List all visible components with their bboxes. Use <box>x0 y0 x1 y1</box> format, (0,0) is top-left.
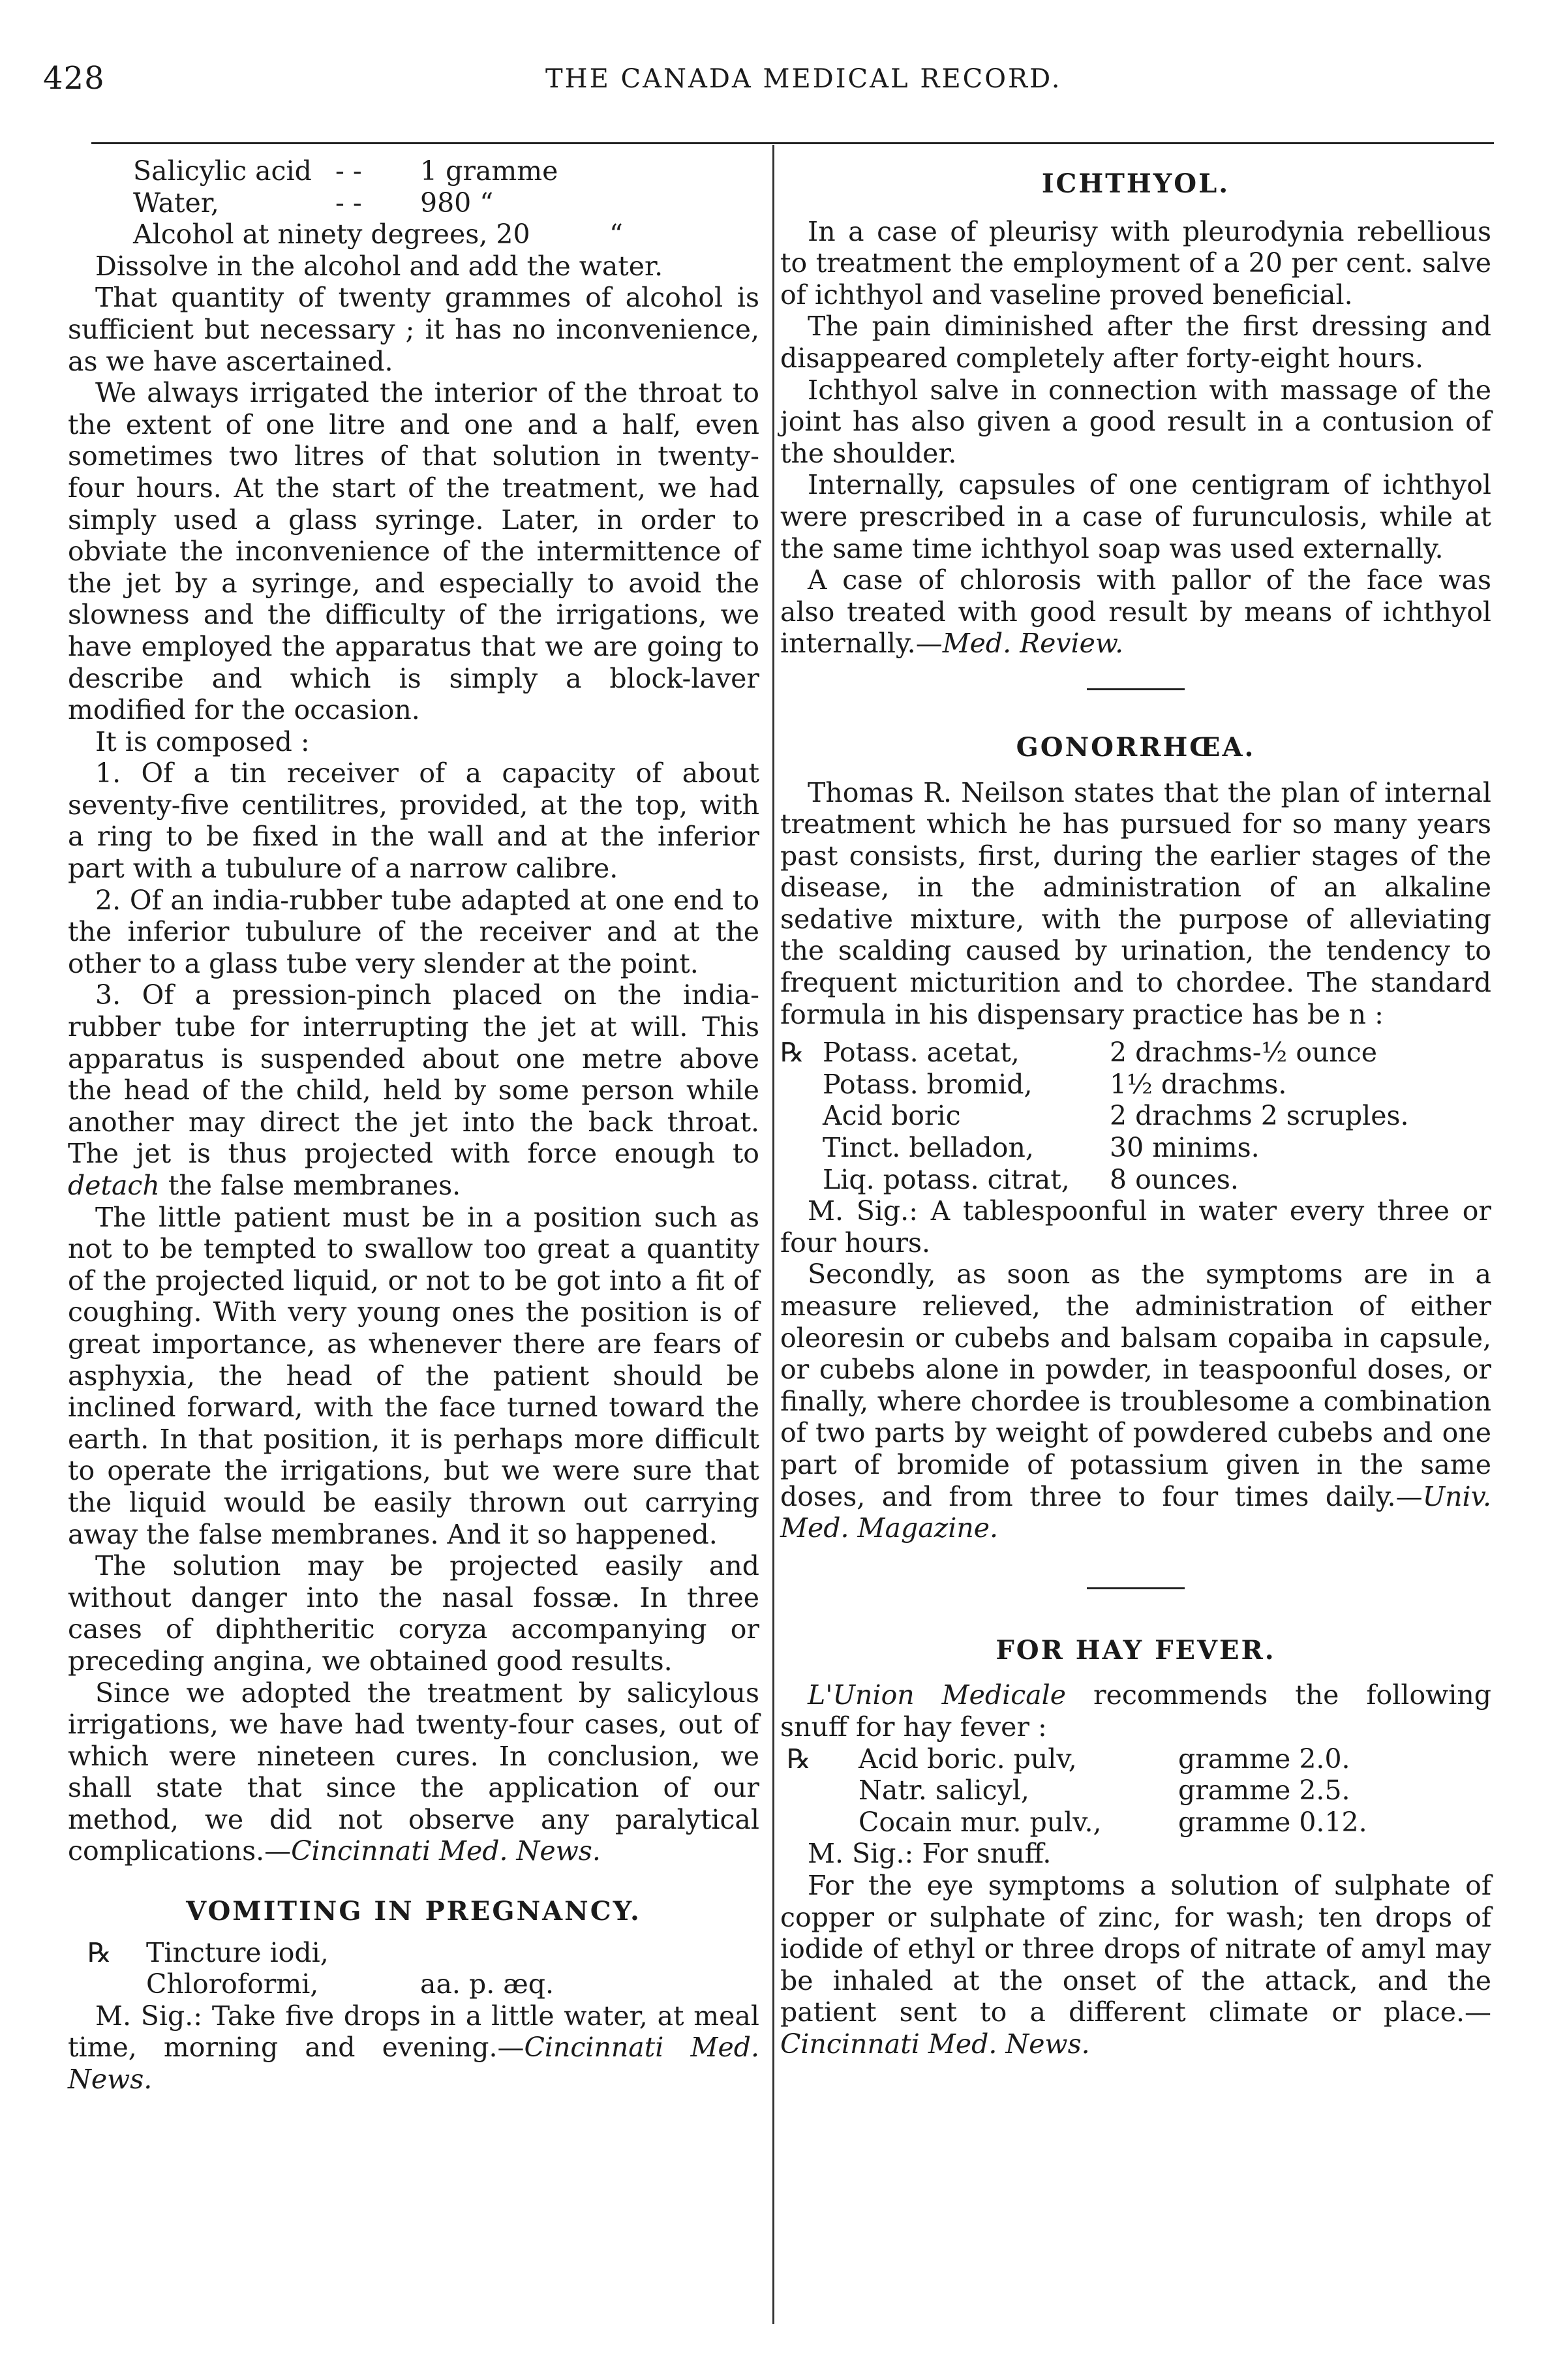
source-citation: Univ. Med. Magazine. <box>780 1480 1491 1544</box>
section-heading: GONORRHŒA. <box>1016 731 1256 763</box>
paragraph: Dissolve in the alcohol and add the water. <box>95 250 663 282</box>
formula-dash: - - <box>335 187 362 219</box>
paragraph <box>68 979 759 1201</box>
formula-ingredient: Tinct. belladon, <box>823 1132 1034 1164</box>
column-divider <box>772 145 774 2324</box>
formula-amount: 2 drachms-½ ounce <box>1110 1037 1378 1069</box>
formula-ingredient: Water, <box>133 187 219 219</box>
paragraph: M. Sig.: For snuff. <box>808 1838 1052 1870</box>
paragraph-text: M. Sig.: Take five drops in a little water, at meal time, morning and evening. <box>68 2000 759 2064</box>
formula-amount: “ <box>609 219 623 251</box>
formula-line <box>780 1807 1491 1838</box>
formula-amount: gramme 0.12. <box>1178 1806 1367 1838</box>
formula-amount: 980 “ <box>420 187 494 219</box>
formula-line <box>133 219 759 251</box>
formula-amount: 1½ drachms. <box>1110 1068 1287 1100</box>
rx-symbol: ℞ <box>787 1743 811 1775</box>
formula-line <box>780 1743 1491 1775</box>
left-column <box>68 155 759 2096</box>
paragraph <box>780 1679 1491 1743</box>
paragraph: Thomas R. Neilson states that the plan of internal treatment which he has pursued for so many years past consists, first, during the earlier stages of the disease, in the administration of an alkaline sedative mixture, with the purpose of alleviating the scalding caused by urination, the tendency to frequent micturition and to chordee. The standard formula in his dispensary practice has be n : <box>780 776 1491 1030</box>
vomiting-formula <box>68 1937 759 2000</box>
source-citation: Cincinnati Med. News. <box>780 2028 1090 2060</box>
formula-ingredient: Acid boric. pulv, <box>859 1743 1077 1775</box>
page-number: 428 <box>43 60 105 97</box>
formula-ingredient: Liq. potass. citrat, <box>823 1163 1070 1195</box>
paragraph: Ichthyol salve in connection with massage of the joint has also given a good result in a contusion of the shoulder. <box>780 374 1491 469</box>
formula-line <box>133 187 759 219</box>
page-header <box>43 60 1087 106</box>
formula-amount: aa. p. æq. <box>420 1968 555 2000</box>
formula-line <box>68 1937 759 1969</box>
paragraph: The pain diminished after the first dressing and disappeared completely after forty-eight hours. <box>780 311 1491 374</box>
paragraph-text: A case of chlorosis with pallor of the face was also treated with good result by means of ichthyol internally. <box>780 564 1491 660</box>
source-citation: Cincinnati Med. News. <box>68 2032 759 2096</box>
section-heading: VOMITING IN PREGNANCY. <box>186 1896 641 1927</box>
header-rule <box>91 142 1494 144</box>
italic-source-name: L'Union Medicale <box>808 1679 1067 1711</box>
formula-line <box>68 1968 759 2000</box>
paragraph: M. Sig.: A tablespoonful in water every three or four hours. <box>780 1195 1491 1259</box>
journal-title: THE CANADA MEDICAL RECORD. <box>545 64 1062 94</box>
paragraph: Since we adopted the treatment by salicylous irrigations, we have had twenty-four cases, out of which were nineteen cures. In conclusion, we shall state that since the application of our method, we did not observe any paralytical complications.—Cincinnati Med. News. <box>68 1677 759 1867</box>
source-citation: Cincinnati Med. News. <box>291 1835 601 1867</box>
paragraph: M. Sig.: Take five drops in a little water, at meal time, morning and evening.—Cincinnati Med. News. <box>68 2000 759 2096</box>
section-heading: ICHTHYOL. <box>1041 168 1230 199</box>
source-citation: Med. Review. <box>942 628 1124 660</box>
formula-amount: 1 gramme <box>420 155 558 187</box>
paragraph: It is composed : <box>95 725 310 757</box>
section-heading: FOR HAY FEVER. <box>995 1634 1276 1666</box>
formula-amount: gramme 2.0. <box>1178 1743 1350 1775</box>
formula-ingredient: Alcohol at ninety degrees, 20 <box>133 219 530 251</box>
right-column <box>780 155 1491 2060</box>
gonorrhoea-formula <box>780 1037 1491 1195</box>
formula-ingredient: Natr. salicyl, <box>859 1775 1029 1807</box>
paragraph: We always irrigated the interior of the throat to the extent of one litre and one and a half, even sometimes two litres of that solution in twenty-four hours. At the start of the treatment, we had simply used a glass syringe. Later, in order to obviate the inconvenience of the intermittence of the jet by a syringe, and especially to avoid the slowness and the difficulty of the irrigations, we have employed the apparatus that we are going to describe and which is simply a block-laver modified for the occasion. <box>68 377 759 726</box>
rx-symbol: ℞ <box>87 1936 112 1968</box>
paragraph-text: 3. Of a pression-pinch placed on the india-rubber tube for interrupting the jet at will. This apparatus is suspended about one metre above the head of the child, held by some person while another may direct the jet into the back throat. The jet is thus projected with force enough to <box>68 979 759 1170</box>
paragraph: The solution may be projected easily and without danger into the nasal fossæ. In three cases of diphtheritic coryza accompanying or preceding angina, we obtained good results. <box>68 1550 759 1677</box>
formula-amount: 30 minims. <box>1110 1132 1260 1164</box>
paragraph: The little patient must be in a position such as not to be tempted to swallow too great a quantity of the projected liquid, or not to be got into a fit of coughing. With very young ones the position is of great importance, as whenever there are fears of asphyxia, the head of the patient should be inclined forward, with the face turned toward the earth. In that position, it is perhaps more difficult to operate the irrigations, but we were sure that the liquid would be easily thrown out carrying away the false membranes. And it so happened. <box>68 1201 759 1550</box>
formula-ingredient: Cocain mur. pulv., <box>859 1806 1102 1838</box>
formula-amount: 8 ounces. <box>1110 1163 1239 1195</box>
paragraph-text: For the eye symptoms a solution of sulphate of copper or sulphate of zinc, for wash; ten drops of iodide of ethyl or three drops of nitrate of amyl may be inhaled at the onset of the attack, and the patient sent to a different climate or place. <box>780 1869 1491 2028</box>
formula-line <box>780 1037 1491 1069</box>
paragraph: Internally, capsules of one centigram of ichthyol were prescribed in a case of furunculosis, while at the same time ichthyol soap was used externally. <box>780 469 1491 564</box>
salicylic-formula <box>68 155 759 251</box>
formula-line <box>780 1069 1491 1101</box>
formula-amount: gramme 2.5. <box>1178 1775 1350 1807</box>
hayfever-formula <box>780 1743 1491 1838</box>
rx-symbol: ℞ <box>780 1037 804 1069</box>
formula-line <box>780 1132 1491 1164</box>
italic-word: detach <box>68 1170 160 1201</box>
paragraph: For the eye symptoms a solution of sulphate of copper or sulphate of zinc, for wash; ten drops of iodide of ethyl or three drops of nitrate of amyl may be inhaled at the onset of the attack, and the patient sent to a different climate or place.—Cincinnati Med. News. <box>780 1869 1491 2060</box>
paragraph-tail: the false membranes. <box>159 1170 461 1201</box>
formula-ingredient: Chloroformi, <box>146 1968 319 2000</box>
paragraph: Secondly, as soon as the symptoms are in a measure relieved, the administration of either oleoresin or cubebs and balsam copaiba in capsule, or cubebs alone in powder, in teaspoonful doses, or finally, where chordee is troublesome a combination of two parts by weight of powdered cubebs and one part of bromide of potassium given in the same doses, and from three to four times daily.—Univ. Med. Magazine. <box>780 1259 1491 1544</box>
paragraph: 2. Of an india-rubber tube adapted at one end to the inferior tubulure of the receiver and at the other to a glass tube very slender at the point. <box>68 884 759 979</box>
formula-dash: - - <box>335 155 362 187</box>
formula-ingredient: Potass. bromid, <box>823 1068 1033 1100</box>
formula-ingredient: Tincture iodi, <box>146 1936 329 1968</box>
formula-ingredient: Potass. acetat, <box>823 1037 1020 1069</box>
paragraph: In a case of pleurisy with pleurodynia rebellious to treatment the employment of a 20 per cent. salve of ichthyol and vaseline proved beneficial. <box>780 215 1491 311</box>
formula-line <box>780 1775 1491 1807</box>
formula-ingredient: Salicylic acid <box>133 155 312 187</box>
formula-ingredient: Acid boric <box>823 1100 961 1132</box>
section-rule <box>1087 688 1185 690</box>
paragraph: That quantity of twenty grammes of alcohol is sufficient but necessary ; it has no inconvenience, as we have ascertained. <box>68 282 759 377</box>
paragraph-text: recommends the following snuff for hay fever : <box>780 1679 1492 1743</box>
formula-line <box>780 1100 1491 1132</box>
paragraph-text: Secondly, as soon as the symptoms are in a measure relieved, the administration of either oleoresin or cubebs and balsam copaiba in capsule, or cubebs alone in powder, in teaspoonful doses, or finally, where chordee is troublesome a combination of two parts by weight of powdered cubebs and one part of bromide of potassium given in the same doses, and from three to four times daily. <box>780 1259 1491 1512</box>
section-rule <box>1087 1587 1185 1589</box>
formula-amount: 2 drachms 2 scruples. <box>1110 1100 1409 1132</box>
formula-line <box>133 155 759 187</box>
paragraph-text: Since we adopted the treatment by salicylous irrigations, we have had twenty-four cases, out of which were nineteen cures. In conclusion, we shall state that since the application of our method, we did not observe any paralytical complications. <box>68 1677 759 1867</box>
formula-line <box>780 1164 1491 1196</box>
paragraph: A case of chlorosis with pallor of the face was also treated with good result by means of ichthyol internally.—Med. Review. <box>780 564 1491 660</box>
paragraph: 1. Of a tin receiver of a capacity of about seventy-five centilitres, provided, at the top, with a ring to be fixed in the wall and at the inferior part with a tubulure of a narrow calibre. <box>68 757 759 885</box>
